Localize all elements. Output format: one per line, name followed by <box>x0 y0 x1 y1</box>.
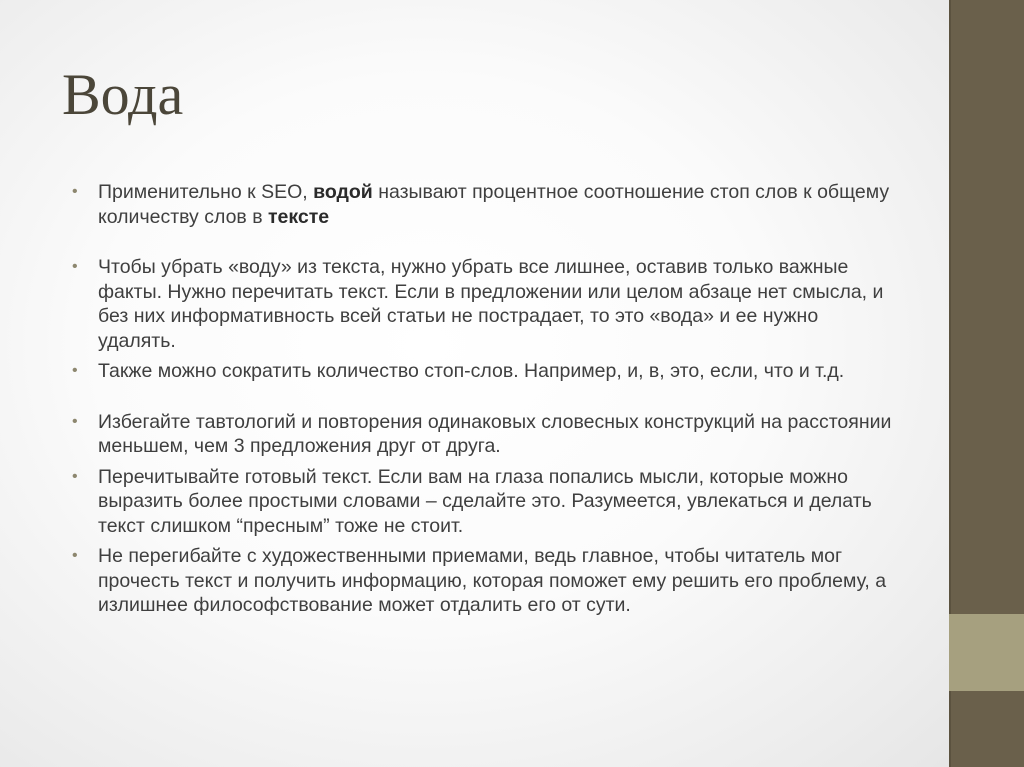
right-sidebar-decoration <box>949 0 1024 767</box>
bullet-text: называют процентное соотношение стоп слов к общему количеству слов в <box>98 181 890 228</box>
bullet-text: Чтобы убрать «воду» из текста, нужно убрать все лишнее, оставив только важные факты. Нужно перечитать текст. Если в предложении или целом абзаце нет смысла, и без них информативность всей статьи не пострадает, то это «вода» и ее нужно удалять. <box>98 256 884 352</box>
bullet-item-1 <box>72 180 892 229</box>
bullet-bold-term: тексте <box>267 205 330 228</box>
bullet-item-2 <box>72 255 892 353</box>
bullet-text: Применительно к SEO, <box>98 181 314 203</box>
bullet-item-5 <box>72 465 892 539</box>
bullet-item-3 <box>72 359 892 384</box>
bullet-item-6 <box>72 544 892 618</box>
bullet-icon: • <box>72 183 78 200</box>
bullet-text: Перечитывайте готовый текст. Если вам на глаза попались мысли, которые можно выразить более простыми словами – сделайте это. Разумеется, увлекаться и делать текст слишком “пресным” тоже не стоит. <box>98 465 872 537</box>
sidebar-accent-block <box>949 614 1024 691</box>
bullet-icon: • <box>72 467 78 485</box>
bullet-icon: • <box>72 547 78 564</box>
bullet-list <box>72 180 892 618</box>
slide-title: Вода <box>62 62 184 127</box>
bullet-text: Не перегибайте с художественными приемами, ведь главное, чтобы читатель мог прочесть текст и получить информацию, которая поможет ему решить его проблему, а излишнее философствование может отдалить его от сути. <box>98 545 887 616</box>
bullet-icon: • <box>72 258 78 275</box>
bullet-item-4 <box>72 410 892 459</box>
bullet-icon: • <box>72 362 78 379</box>
bullet-icon: • <box>72 412 78 430</box>
bullet-bold-term: водой <box>313 181 373 203</box>
bullet-text: Избегайте тавтологий и повторения одинаковых словесных конструкций на расстоянии меньшем, чем 3 предложения друг от друга. <box>98 410 892 457</box>
bullet-text: Также можно сократить количество стоп-слов. Например, и, в, это, если, что и т.д. <box>98 360 845 382</box>
